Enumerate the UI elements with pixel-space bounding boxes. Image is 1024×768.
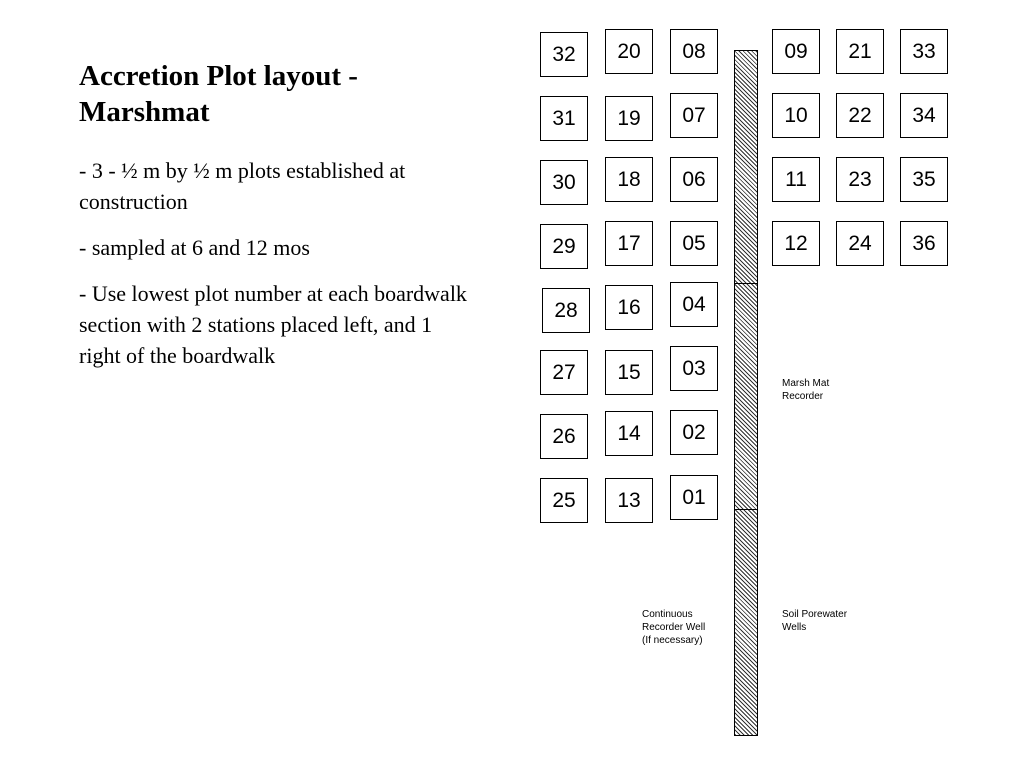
plot-08: 08 (670, 29, 718, 74)
plot-19: 19 (605, 96, 653, 141)
plot-15: 15 (605, 350, 653, 395)
plot-20: 20 (605, 29, 653, 74)
continuous-recorder-well-label: Continuous Recorder Well (If necessary) (642, 609, 706, 646)
plot-07: 07 (670, 93, 718, 138)
plot-05: 05 (670, 221, 718, 266)
plot-14: 14 (605, 411, 653, 456)
plot-03: 03 (670, 346, 718, 391)
plot-33: 33 (900, 29, 948, 74)
plot-27: 27 (540, 350, 588, 395)
bullet-sampling: - sampled at 6 and 12 mos (79, 235, 310, 260)
plot-04: 04 (670, 282, 718, 327)
plot-02: 02 (670, 410, 718, 455)
plot-17: 17 (605, 221, 653, 266)
plot-22: 22 (836, 93, 884, 138)
bullet-list (79, 155, 479, 386)
plot-21: 21 (836, 29, 884, 74)
page-title: Accretion Plot layout - Marshmat (79, 60, 358, 128)
plot-32: 32 (540, 32, 588, 77)
plot-13: 13 (605, 478, 653, 523)
plot-36: 36 (900, 221, 948, 266)
plot-01: 01 (670, 475, 718, 520)
bullet-plots: - 3 - ½ m by ½ m plots established at construction (79, 158, 406, 214)
plot-23: 23 (836, 157, 884, 202)
marsh-mat-recorder-label: Marsh Mat Recorder (782, 378, 830, 402)
plot-12: 12 (772, 221, 820, 266)
plot-25: 25 (540, 478, 588, 523)
plot-31: 31 (540, 96, 588, 141)
boardwalk (734, 50, 758, 736)
plot-18: 18 (605, 157, 653, 202)
bullet-plot-number: - Use lowest plot number at each boardwalk section with 2 stations placed left, and 1 right of the boardwalk (79, 281, 467, 368)
plot-16: 16 (605, 285, 653, 330)
plot-09: 09 (772, 29, 820, 74)
plot-26: 26 (540, 414, 588, 459)
plot-29: 29 (540, 224, 588, 269)
plot-30: 30 (540, 160, 588, 205)
plot-11: 11 (772, 157, 820, 202)
plot-10: 10 (772, 93, 820, 138)
plot-24: 24 (836, 221, 884, 266)
boardwalk-section-divider (734, 509, 758, 510)
soil-porewater-wells-label: Soil Porewater Wells (782, 609, 848, 633)
plot-34: 34 (900, 93, 948, 138)
plot-06: 06 (670, 157, 718, 202)
boardwalk-section-divider (734, 283, 758, 284)
plot-28: 28 (542, 288, 590, 333)
plot-35: 35 (900, 157, 948, 202)
